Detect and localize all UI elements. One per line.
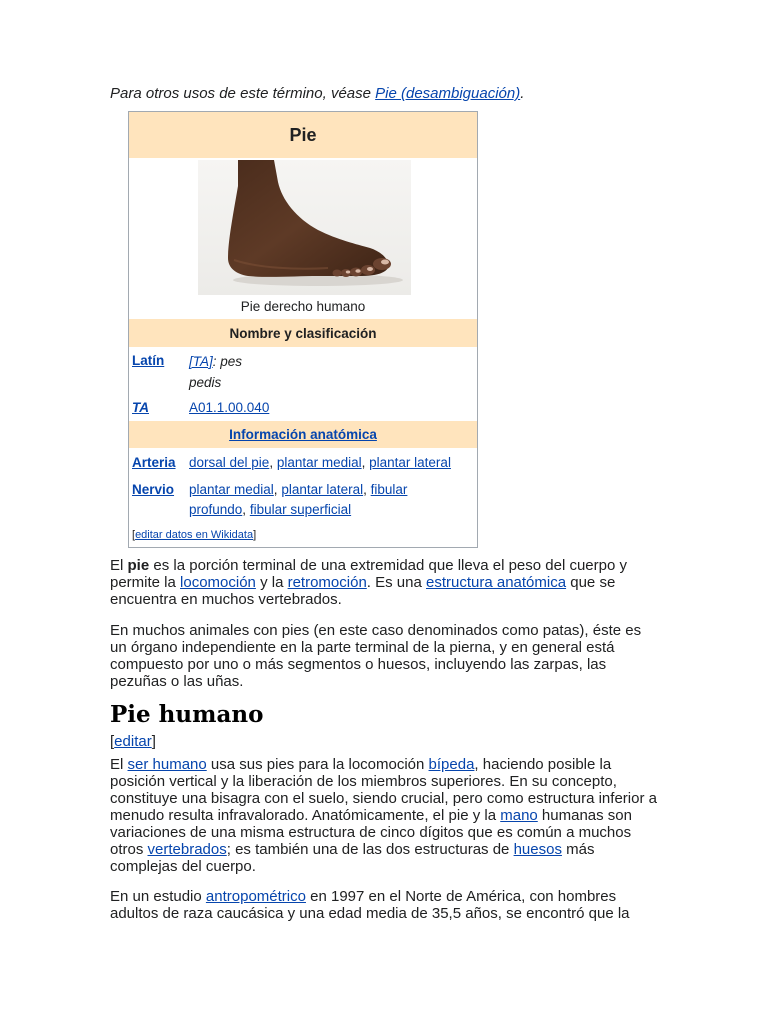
- nerve-link[interactable]: fibular superficial: [249, 502, 352, 517]
- paragraph-text: En muchos animales con pies (en este caso denominados como patas), éste es un órgano independiente en la parte terminal de la pierna, y en general está compuesto por uno o más segmentos o huesos, incluyendo las zarpas, las pezuñas o las uñas.: [110, 622, 642, 690]
- image-caption: Pie derecho humano: [240, 299, 366, 314]
- mano-link[interactable]: mano: [500, 807, 538, 824]
- hatnote: [110, 85, 670, 103]
- infobox-title: Pie: [129, 112, 477, 158]
- ta-link[interactable]: TA: [132, 400, 149, 415]
- nervio-link[interactable]: Nervio: [132, 482, 175, 497]
- edit-section-link[interactable]: editar: [114, 733, 152, 750]
- arteria-label[interactable]: [132, 453, 188, 473]
- arteria-values: [189, 453, 471, 473]
- text-run: , haciendo posible la posición vertical y la liberación de los miembros superiores. En su concepto, constituye una bisagra con el suelo, siendo crucial, pero como estructura inferior a menudo resulta infravalorado. Anatómicamente, el pie y la: [110, 756, 657, 824]
- study-paragraph: [110, 888, 660, 922]
- bipeda-link[interactable]: bípeda: [428, 756, 475, 773]
- antropometrico-link[interactable]: antropométrico: [205, 888, 306, 905]
- latin-label[interactable]: [132, 351, 188, 371]
- ta-code-link[interactable]: A01.1.00.040: [189, 400, 270, 415]
- locomocion-link[interactable]: locomoción: [180, 574, 256, 591]
- text-run: El: [110, 756, 128, 773]
- section-heading: Pie humano: [110, 701, 264, 728]
- bracket: ]: [151, 733, 156, 750]
- artery-link[interactable]: dorsal del pie: [189, 455, 270, 470]
- text-run: y la: [255, 574, 288, 591]
- latin-link[interactable]: Latín: [132, 353, 165, 368]
- disambiguation-link[interactable]: Pie (desambiguación): [375, 85, 521, 102]
- arteria-link[interactable]: Arteria: [132, 455, 176, 470]
- text-run: es la porción terminal de una extremidad que lleva el peso del cuerpo y permite la: [110, 557, 627, 591]
- text-run: humanas son variaciones de una misma estructura de cinco dígitos que es común a muchos otros: [110, 807, 632, 858]
- foot-image[interactable]: [198, 160, 411, 295]
- vertebrados-link[interactable]: vertebrados: [147, 841, 227, 858]
- latin-term: : pes pedis: [189, 354, 243, 390]
- ta-value: [189, 398, 471, 418]
- anatomy-info-link[interactable]: Información anatómica: [229, 427, 377, 442]
- separator: ,: [361, 455, 370, 470]
- text-run: El: [110, 557, 128, 574]
- foot-illustration: [198, 160, 411, 295]
- text-run: . Es una: [366, 574, 426, 591]
- text-run: ; es también una de las dos estructuras de: [226, 841, 514, 858]
- text-run: en 1997 en el Norte de América, con hombres adultos de raza caucásica y una edad media de 35,5 años, se encontró que la: [110, 888, 630, 922]
- text-run: En un estudio: [110, 888, 206, 905]
- separator: ,: [242, 502, 250, 517]
- latin-value: [189, 351, 261, 393]
- artery-link[interactable]: plantar lateral: [369, 455, 451, 470]
- nervio-label[interactable]: [132, 480, 188, 500]
- animals-paragraph: [110, 622, 660, 690]
- nerve-link[interactable]: plantar medial: [189, 482, 274, 497]
- infobox-footer: [editar datos en Wikidata]: [132, 529, 257, 541]
- bold-term: pie: [127, 557, 150, 574]
- edit-wikidata-link[interactable]: editar datos en Wikidata: [135, 529, 254, 541]
- section-header-classification: Nombre y clasificación: [129, 319, 477, 347]
- bracket: [: [110, 733, 115, 750]
- hatnote-text: Para otros usos de este término, véase: [110, 85, 376, 102]
- artery-link[interactable]: plantar medial: [276, 455, 362, 470]
- nerve-link[interactable]: plantar lateral: [281, 482, 364, 497]
- nervio-values: [189, 480, 434, 520]
- text-run: que se encuentra en muchos vertebrados.: [110, 574, 616, 608]
- infobox: [128, 111, 478, 548]
- ser-humano-link[interactable]: ser humano: [127, 756, 207, 773]
- ta-label[interactable]: [132, 398, 188, 418]
- text-run: usa sus pies para la locomoción: [206, 756, 429, 773]
- separator: ,: [273, 482, 282, 497]
- section-header-anatomy: [129, 421, 477, 448]
- estructura-anatomica-link[interactable]: estructura anatómica: [426, 574, 567, 591]
- intro-paragraph: [110, 557, 660, 608]
- ta-ref-link[interactable]: [TA]: [189, 354, 213, 369]
- separator: ,: [363, 482, 371, 497]
- nerve-link[interactable]: fibular profundo: [189, 482, 408, 517]
- separator: ,: [269, 455, 277, 470]
- retromocion-link[interactable]: retromoción: [287, 574, 367, 591]
- hatnote-end: .: [520, 85, 525, 102]
- human-foot-paragraph: [110, 756, 660, 875]
- text-run: más complejas del cuerpo.: [110, 841, 595, 875]
- edit-section: [110, 733, 156, 750]
- huesos-link[interactable]: huesos: [513, 841, 562, 858]
